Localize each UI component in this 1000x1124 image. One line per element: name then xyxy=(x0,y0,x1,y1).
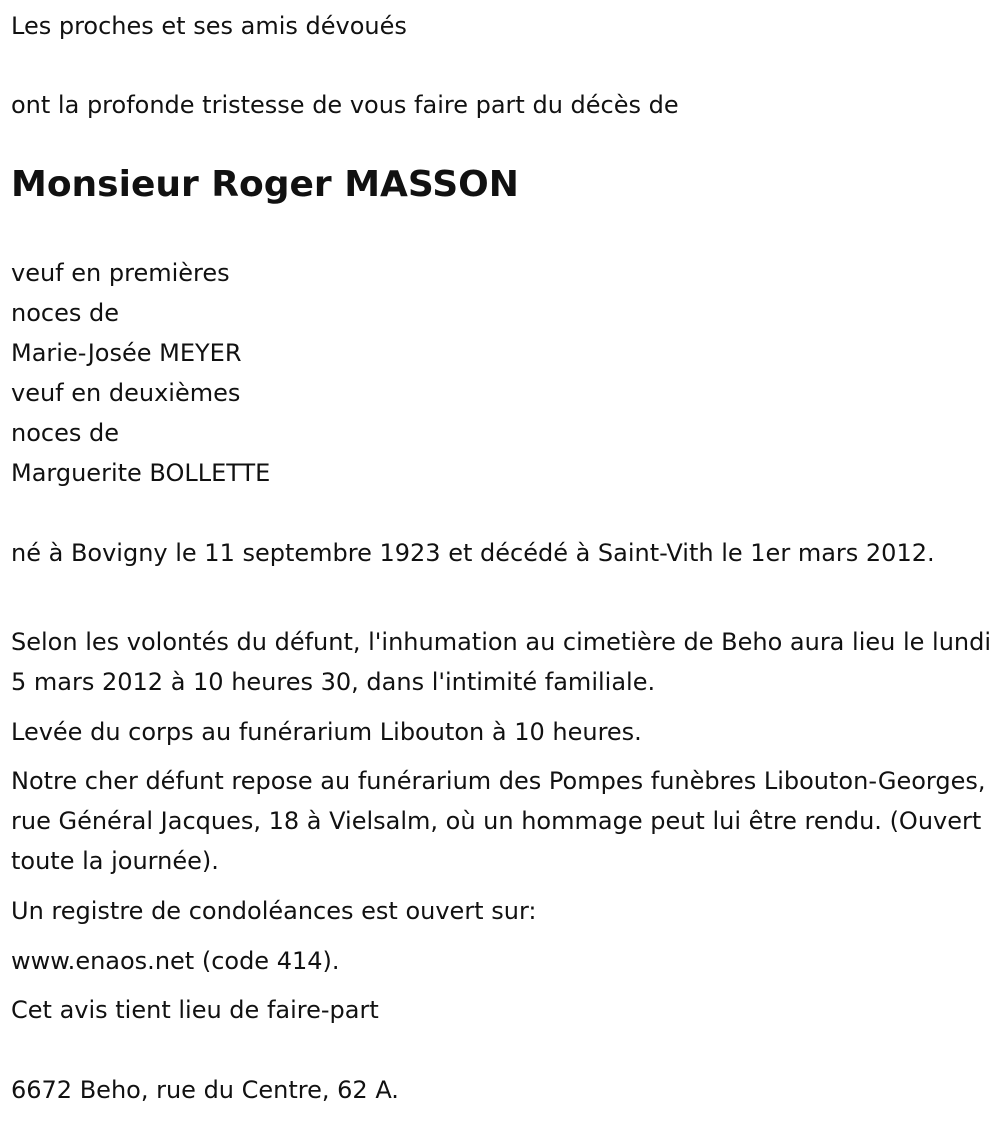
widower-line-2: noces de xyxy=(11,299,119,327)
intro-line-relatives: Les proches et ses amis dévoués xyxy=(11,12,407,40)
registre-paragraph: Un registre de condoléances est ouvert sur: xyxy=(11,897,537,925)
widower-line-4: veuf en deuxièmes xyxy=(11,379,241,407)
widower-line-6: Marguerite BOLLETTE xyxy=(11,459,271,487)
burial-paragraph: Selon les volontés du défunt, l'inhumation au cimetière de Beho aura lieu le lundi 5 mars 2012 à 10 heures 30, dans l'intimité familiale. xyxy=(11,628,992,696)
deceased-name: Monsieur Roger MASSON xyxy=(11,164,519,205)
faire-part-paragraph: Cet avis tient lieu de faire-part xyxy=(11,996,379,1024)
levee-paragraph: Levée du corps au funérarium Libouton à 10 heures. xyxy=(11,718,642,746)
birth-death-paragraph: né à Bovigny le 11 septembre 1923 et décédé à Saint-Vith le 1er mars 2012. xyxy=(11,539,935,567)
website-link: www.enaos.net (code 414). xyxy=(11,947,340,975)
repose-paragraph: Notre cher défunt repose au funérarium des Pompes funèbres Libouton-Georges, rue Général Jacques, 18 à Vielsalm, où un hommage peut lui être rendu. (Ouvert toute la journée). xyxy=(11,767,986,875)
address-line: 6672 Beho, rue du Centre, 62 A. xyxy=(11,1076,399,1104)
widower-line-1: veuf en premières xyxy=(11,259,230,287)
intro-line-announcement: ont la profonde tristesse de vous faire part du décès de xyxy=(11,91,679,119)
widower-line-5: noces de xyxy=(11,419,119,447)
widower-line-3: Marie-Josée MEYER xyxy=(11,339,242,367)
